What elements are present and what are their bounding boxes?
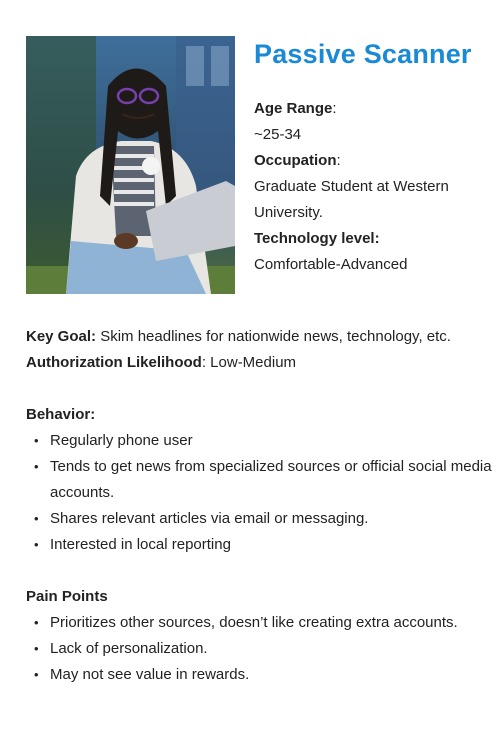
behavior-item: • Tends to get news from specialized sources or official social media accounts. bbox=[26, 454, 496, 506]
age-range-value: ~25-34 bbox=[254, 126, 302, 143]
occupation-row: Occupation: bbox=[254, 152, 341, 169]
technology-level-label: Technology level: bbox=[254, 230, 380, 247]
authorization-value: Low-Medium bbox=[210, 354, 297, 371]
behavior-section bbox=[26, 402, 496, 558]
pain-points-heading: Pain Points bbox=[26, 588, 108, 605]
behavior-list bbox=[26, 428, 496, 558]
goals-section bbox=[26, 324, 496, 376]
pain-point-item: • May not see value in rewards. bbox=[26, 662, 496, 688]
persona-photo bbox=[26, 36, 235, 294]
behavior-item: • Shares relevant articles via email or messaging. bbox=[26, 506, 496, 532]
pain-points-section bbox=[26, 584, 496, 688]
technology-level-value: Comfortable-Advanced bbox=[254, 256, 408, 273]
key-goal-label: Key Goal: bbox=[26, 328, 97, 345]
pain-point-item: • Prioritizes other sources, doesn’t like creating extra accounts. bbox=[26, 610, 496, 636]
authorization-row: Authorization Likelihood: Low-Medium bbox=[26, 354, 297, 371]
authorization-label: Authorization Likelihood bbox=[26, 354, 202, 371]
pain-points-list bbox=[26, 610, 496, 688]
behavior-heading: Behavior: bbox=[26, 406, 96, 423]
age-range-row: Age Range: bbox=[254, 100, 337, 117]
age-range-label: Age Range bbox=[254, 100, 333, 117]
occupation-value: Graduate Student at Western University. bbox=[254, 178, 449, 221]
behavior-item: • Interested in local reporting bbox=[26, 532, 496, 558]
key-goal-row bbox=[26, 324, 496, 350]
behavior-item: • Regularly phone user bbox=[26, 428, 496, 454]
persona-name: Passive Scanner bbox=[254, 39, 472, 69]
pain-point-item: • Lack of personalization. bbox=[26, 636, 496, 662]
occupation-label: Occupation bbox=[254, 152, 337, 169]
key-goal-value: Skim headlines for nationwide news, technology, etc. bbox=[100, 328, 451, 345]
persona-info bbox=[254, 96, 494, 278]
